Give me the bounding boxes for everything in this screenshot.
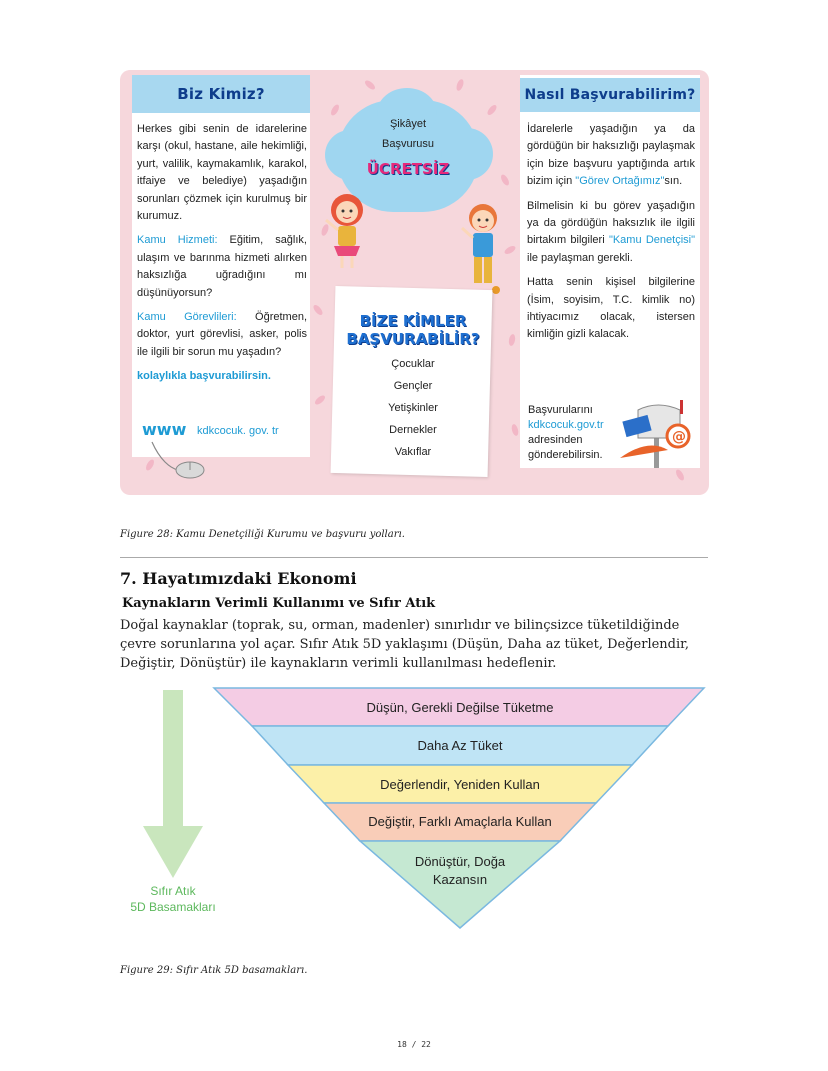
apply-url-link[interactable]: kdkcocuk.gov.tr [528, 419, 604, 431]
boy-illustration-icon [458, 200, 508, 295]
free-badge: ÜCRETSİZ [366, 160, 450, 178]
apply-line4: gönderebilirsin. [528, 449, 603, 461]
middle-panel-title-line1: BİZE KİMLER [359, 312, 467, 330]
list-item: Çocuklar [391, 358, 435, 370]
figure-29-caption: Figure 29: Sıfır Atık 5D basamakları. [120, 965, 308, 976]
pyramid-label-1: Düşün, Gerekli Değilse Tüketme [366, 700, 554, 715]
website-link[interactable]: kdkcocuk. gov. tr [197, 425, 279, 437]
right-p1-end: sın. [664, 175, 683, 188]
apply-line1: Başvurularını [528, 404, 593, 416]
left-panel-text [137, 121, 307, 393]
www-label: www [142, 420, 187, 439]
mouse-icon [150, 440, 210, 480]
down-arrow-shaft [163, 690, 183, 830]
easy-text: kolaylıkla başvurabilirsin. [137, 370, 271, 383]
cloud-line1: Şikâyet [389, 118, 427, 130]
kamu-gorevlileri-label: Kamu Görevlileri: [137, 311, 237, 324]
left-panel-title: Biz Kimiz? [132, 75, 310, 113]
kamu-hizmeti-text: Eğitim, sağlık, ulaşım ve barınma hizmeti alırken haksızlığa uğradığını mı düşünüyorsun? [137, 234, 307, 299]
svg-text:@: @ [672, 429, 686, 445]
list-item: Yetişkinler [388, 402, 438, 414]
intro-text: Herkes gibi senin de idarelerine karşı (okul, hastane, aile hekimliği, yurt, valilik, kaymakamlık, karakol, itfaiye ve belediye) yaşadığın sorunları çözmek için kurulmuş bir kurumuz. [137, 123, 307, 223]
figure-28-caption: Figure 28: Kamu Denetçiliği Kurumu ve başvuru yolları. [120, 529, 405, 540]
arrow-label [113, 883, 233, 915]
right-paragraph-1 [527, 121, 695, 191]
kamu-hizmeti-paragraph [137, 232, 307, 302]
middle-panel-title-line2: BAŞVURABİLİR? [346, 330, 480, 348]
apply-line3: adresinden [528, 434, 583, 446]
right-p1-text: İdarelerle yaşadığın ya da gördüğün bir haksızlığı paylaşmak için bize başvuru yaptığında artık bizim için [527, 123, 695, 188]
pyramid-label-2: Daha Az Tüket [417, 738, 503, 753]
pyramid-label-5a: Dönüştür, Doğa [414, 854, 506, 869]
cloud-line2: Başvurusu [382, 138, 434, 150]
right-panel-title: Nasıl Başvurabilirim? [520, 78, 700, 112]
pyramid-label-3: Değerlendir, Yeniden Kullan [380, 777, 540, 792]
down-arrow-head [143, 826, 203, 878]
right-paragraph-3: Hatta senin kişisel bilgilerine (İsim, soyisim, T.C. kimlik no) ihtiyacımız olacak, istersen kimliğin gizli kalacak. [527, 276, 695, 341]
right-p1-highlight: "Görev Ortağımız" [575, 175, 665, 188]
right-p2-highlight: "Kamu Denetçisi" [608, 234, 696, 247]
list-item: Gençler [393, 380, 433, 392]
divider [120, 557, 708, 558]
list-item: Vakıflar [394, 446, 432, 458]
body-paragraph: Doğal kaynaklar (toprak, su, orman, madenler) sınırlıdır ve bilinçsizce tüketildiğinde çevre sorunlarına yol açar. Sıfır Atık 5D yaklaşımı (Düşün, Daha az tüket, Değerlendir, Değiştir, Dönüştür) ile kaynakların verimli kullanılması hedeflenir. [120, 618, 690, 671]
pyramid-label-5b: Kazansın [432, 872, 488, 887]
kamu-hizmeti-label: Kamu Hizmeti: [137, 234, 218, 247]
girl-illustration-icon [320, 190, 375, 270]
brochure-figure [120, 70, 709, 495]
right-p2-end: ile paylaşman gerekli. [527, 251, 633, 264]
subsection-heading: Kaynakların Verimli Kullanımı ve Sıfır Atık [122, 596, 436, 611]
list-item: Dernekler [389, 424, 437, 436]
page-number: 18 / 22 [397, 1040, 431, 1049]
pyramid-label-4: Değiştir, Farklı Amaçlarla Kullan [368, 814, 552, 829]
kamu-gorevlileri-text: Öğretmen, doktor, yurt görevlisi, asker, polis ile ilgili bir sorun mu yaşadın? [137, 311, 307, 358]
apply-block [528, 403, 628, 463]
right-paragraph-2 [527, 198, 695, 268]
mailbox-icon [618, 398, 698, 473]
arrow-label-line1: Sıfır Atık [150, 884, 196, 898]
arrow-label-line2: 5D Basamakları [130, 900, 216, 914]
kamu-gorevlileri-paragraph [137, 309, 307, 361]
right-p2-text: Bilmelisin ki bu görev yaşadığın ya da gördüğün haksızlık ile ilgili birtakım bilgileri [527, 199, 695, 247]
section-heading: 7. Hayatımızdaki Ekonomi [120, 569, 357, 588]
right-panel-text [527, 121, 695, 351]
